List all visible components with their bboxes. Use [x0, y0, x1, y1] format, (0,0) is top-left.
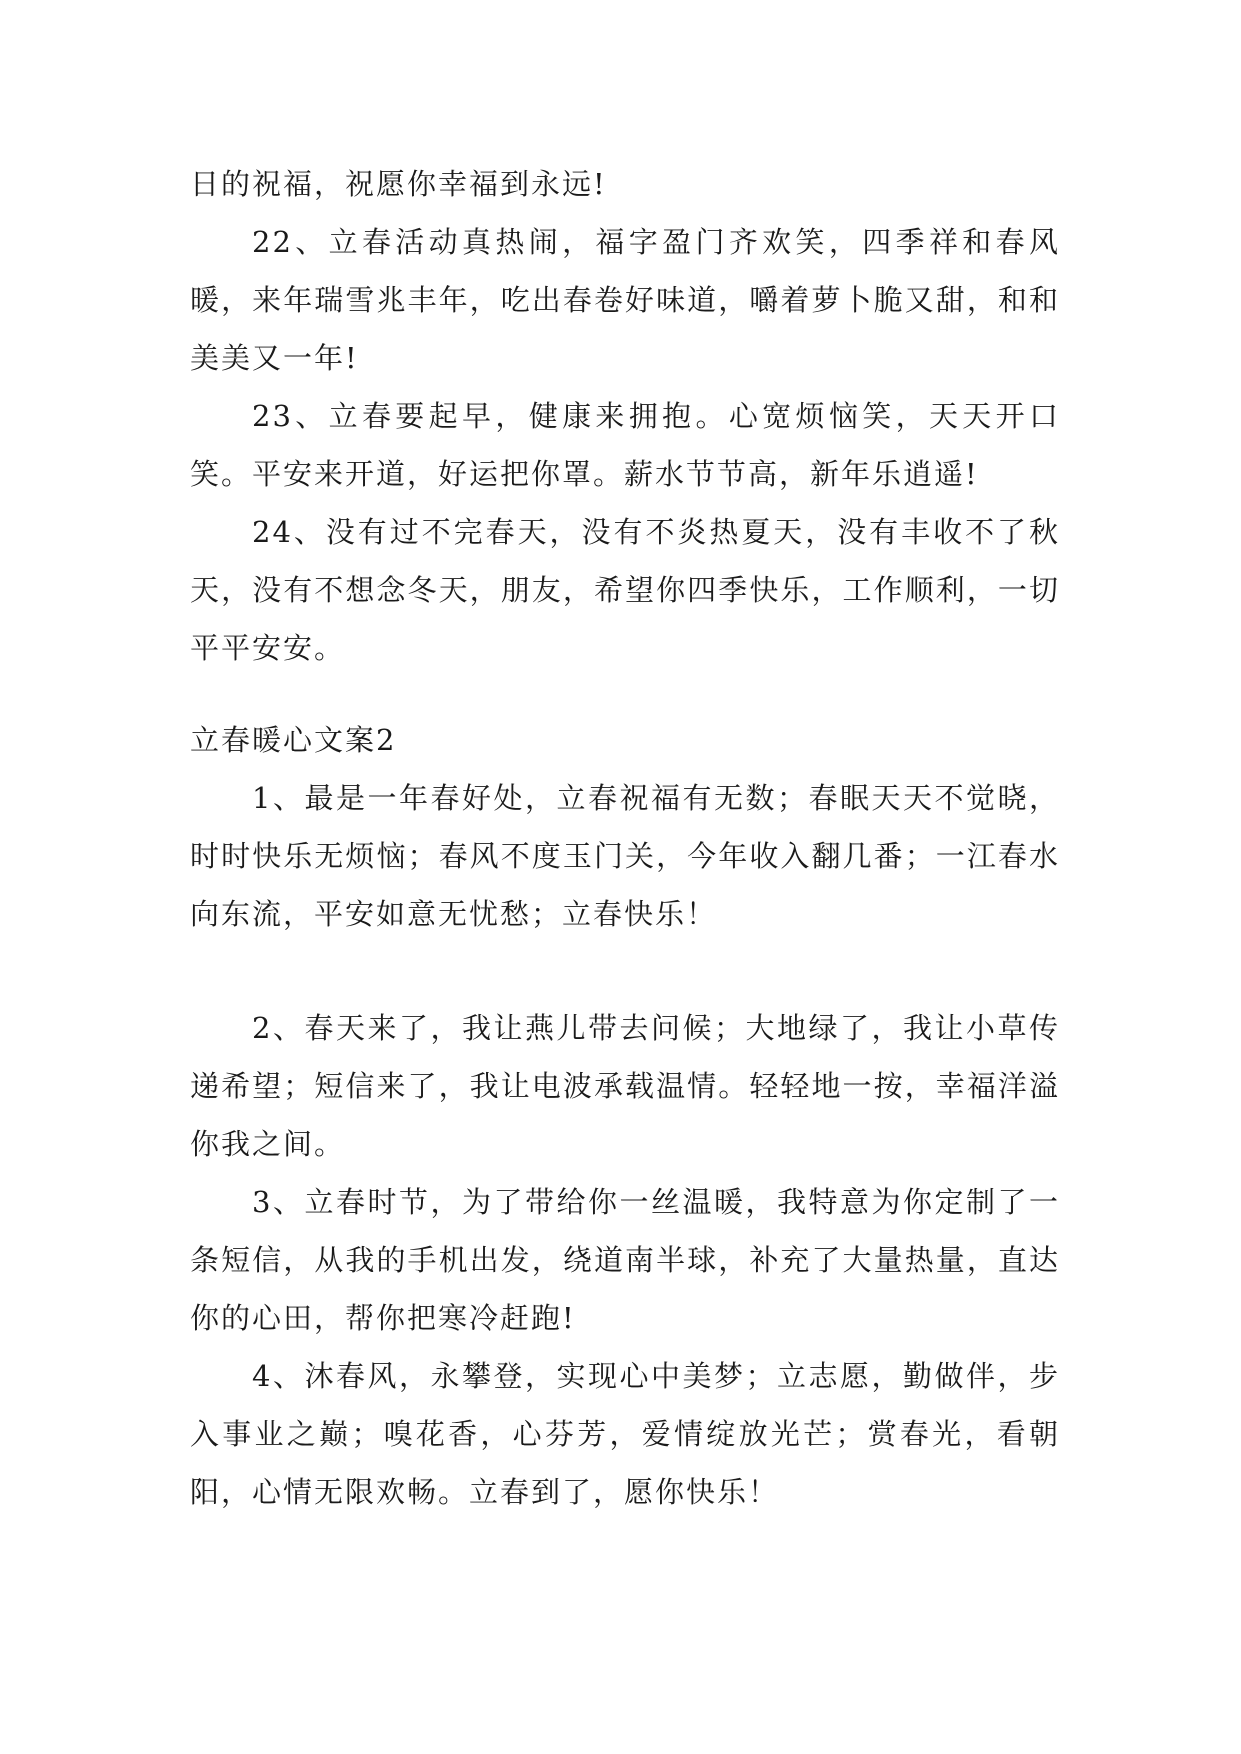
list-item: 1、最是一年春好处，立春祝福有无数；春眠天天不觉晓，时时快乐无烦恼；春风不度玉门关，今年收入翻几番；一江春水向东流，平安如意无忧愁；立春快乐！: [190, 781, 1060, 931]
list-item: 24、没有过不完春天，没有不炎热夏天，没有丰收不了秋天，没有不想念冬天，朋友，希望你四季快乐，工作顺利，一切平平安安。: [190, 515, 1060, 665]
paragraph-gap: [190, 943, 1060, 999]
list-item: 4、沐春风，永攀登，实现心中美梦；立志愿，勤做伴，步入事业之巅；嗅花香，心芬芳，爱情绽放光芒；赏春光，看朝阳，心情无限欢畅。立春到了，愿你快乐！: [190, 1359, 1060, 1509]
section-title: 立春暖心文案2: [190, 723, 397, 757]
continuation-paragraph: 日的祝福，祝愿你幸福到永远!: [190, 167, 607, 201]
document-body: [190, 155, 1060, 1521]
list-item: 22、立春活动真热闹，福字盈门齐欢笑，四季祥和春风暖，来年瑞雪兆丰年，吃出春卷好味道，嚼着萝卜脆又甜，和和美美又一年!: [190, 225, 1060, 375]
list-item: 23、立春要起早，健康来拥抱。心宽烦恼笑，天天开口笑。平安来开道，好运把你罩。薪水节节高，新年乐逍遥!: [190, 399, 1060, 491]
list-item: 2、春天来了，我让燕儿带去问候；大地绿了，我让小草传递希望；短信来了，我让电波承载温情。轻轻地一按，幸福洋溢你我之间。: [190, 1011, 1060, 1161]
list-item: 3、立春时节，为了带给你一丝温暖，我特意为你定制了一条短信，从我的手机出发，绕道南半球，补充了大量热量，直达你的心田，帮你把寒冷赶跑!: [190, 1185, 1060, 1335]
